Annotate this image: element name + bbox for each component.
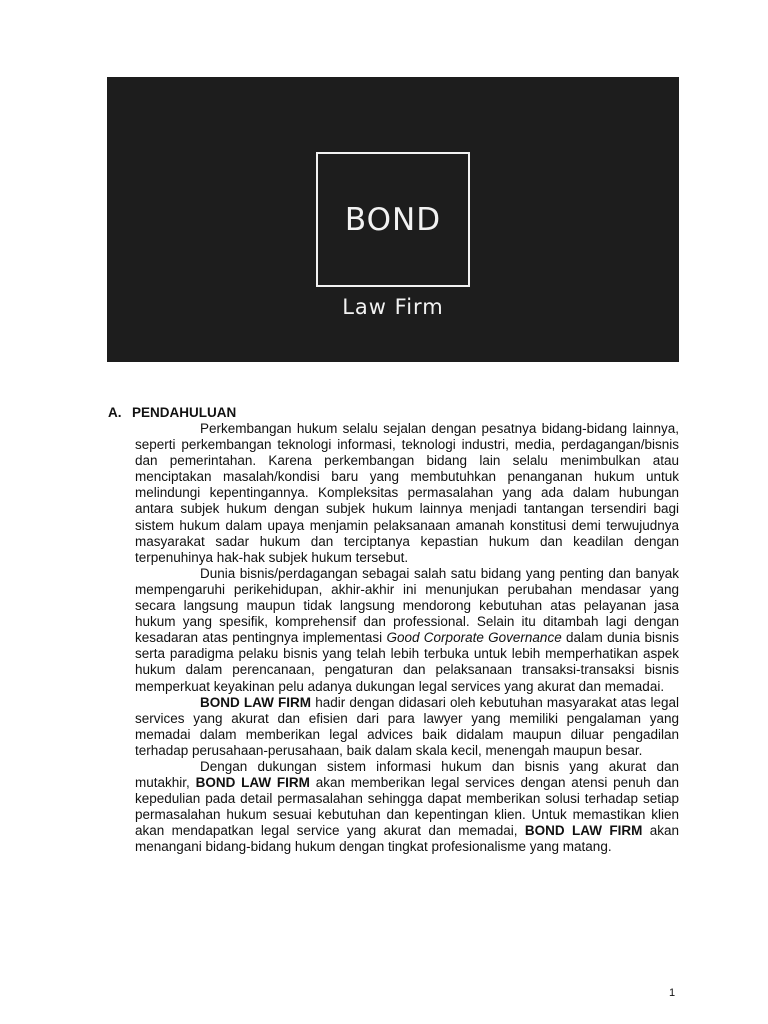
section-introduction bbox=[108, 405, 679, 856]
paragraph-3 bbox=[135, 695, 679, 759]
paragraph-4-firm-name-2: BOND LAW FIRM bbox=[524, 823, 643, 839]
paragraph-4-text-c: akan menangani bidang-bidang hukum dengan tingkat profesionalisme yang matang. bbox=[135, 823, 679, 855]
logo-box bbox=[316, 152, 470, 287]
paragraph-4-text-b: akan memberikan legal services dengan atensi penuh dan kepedulian pada detail permasalahan sehingga dapat memberikan solusi terhadap setiap permasalahan hukum sesuai kebutuhan dan kepentingan klien. Untuk memastikan klien akan mendapatkan legal service yang akurat dan memadai, bbox=[135, 775, 679, 839]
paragraph-3-text: hadir dengan didasari oleh kebutuhan masyarakat atas legal services yang akurat dan efisien dari para lawyer yang memiliki pengalaman yang memadai dalam memberikan legal advices baik didalam maupun diluar pengadilan terhadap perusahaan-perusahaan, baik dalam skala kecil, menengah maupun besar. bbox=[135, 694, 679, 758]
paragraph-3-firm-name: BOND LAW FIRM bbox=[200, 694, 312, 710]
logo-subtitle: Law Firm bbox=[342, 295, 444, 319]
section-title: PENDAHULUAN bbox=[132, 405, 237, 420]
paragraph-1 bbox=[135, 421, 679, 566]
paragraph-2-text-b: dalam dunia bisnis serta paradigma pelaku bisnis yang telah lebih terbuka untuk lebih memperhatikan aspek hukum dalam perencanaan, pengaturan dan pelaksanaan transaksi-transaksi bisnis memperkuat keyakinan pelu adanya dukungan legal services yang akurat dan memadai. bbox=[135, 630, 679, 694]
section-letter: A. bbox=[108, 405, 122, 420]
paragraph-4-firm-name-1: BOND LAW FIRM bbox=[195, 775, 310, 791]
paragraph-1-text: Perkembangan hukum selalu sejalan dengan pesatnya bidang-bidang lainnya, seperti perkembangan teknologi informasi, teknologi industri, media, perdagangan/bisnis dan pemerintahan. Karena perkembangan bidang lain selalu menimbulkan atau menciptakan masalah/kondisi baru yang membutuhkan penanganan hukum untuk melindungi kepentingannya. Kompleksitas permasalahan yang ada dalam hubungan antara subjek hukum dengan subjek hukum lainnya menjadi tantangan tersendiri bagi sistem hukum dalam upaya menjamin pelaksanaan amanah konstitusi demi terwujudnya masyarakat sadar hukum dan terciptanya kepastian hukum dan keadilan dengan terpenuhinya hak-hak subjek hukum tersebut. bbox=[135, 421, 679, 565]
paragraph-2-text-a: Dunia bisnis/perdagangan sebagai salah satu bidang yang penting dan banyak mempengaruhi perikehidupan, akhir-akhir ini menunjukan perubahan mendasar yang secara langsung maupun tidak langsung mendorong kebutuhan atas pelayanan jasa hukum yang spesifik, komprehensif dan professional. Selain itu ditambah lagi dengan kesadaran atas pentingnya implementasi bbox=[135, 565, 679, 646]
section-heading bbox=[108, 405, 679, 421]
section-body bbox=[135, 421, 679, 856]
paragraph-4-text-a: Dengan dukungan sistem informasi hukum dan bisnis yang akurat dan mutakhir, bbox=[135, 758, 679, 791]
paragraph-2-italic-term: Good Corporate Governance bbox=[386, 630, 562, 646]
page-number: 1 bbox=[669, 987, 676, 999]
header-banner bbox=[107, 77, 679, 362]
paragraph-4 bbox=[135, 759, 679, 856]
paragraph-2 bbox=[135, 566, 679, 695]
logo-word: BOND bbox=[344, 201, 442, 238]
